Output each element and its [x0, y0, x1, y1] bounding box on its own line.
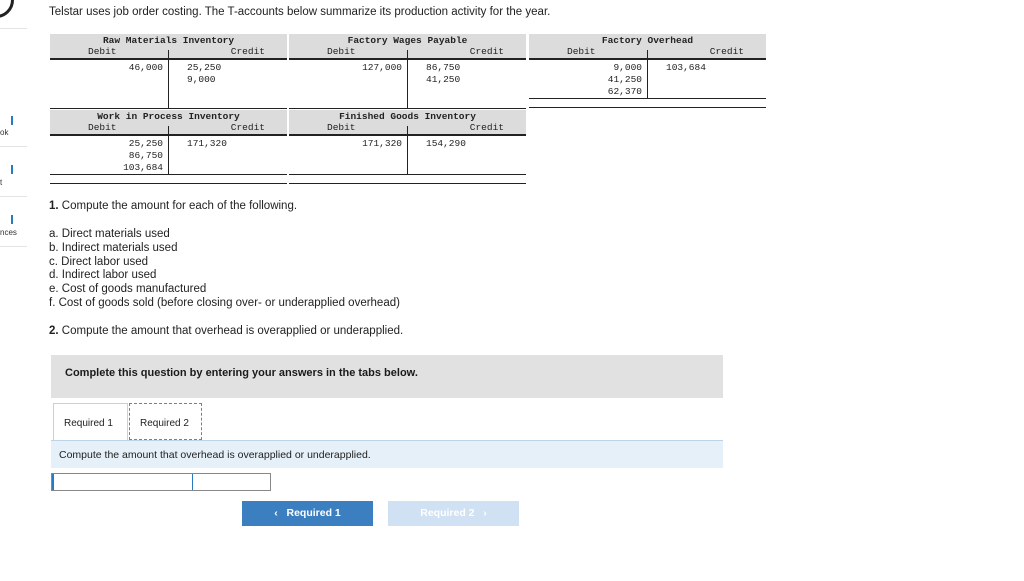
t-account-divider — [407, 126, 408, 174]
question-text: Compute the amount that overhead is overapplied or underapplied. — [61, 325, 404, 337]
marker-icon — [11, 116, 13, 125]
t-account-body — [50, 134, 287, 174]
prompt-text: Compute the amount that overhead is overapplied or underapplied. — [59, 449, 371, 461]
debit-value: 103,684 — [123, 162, 163, 173]
credit-value: 86,750 — [426, 62, 461, 73]
debit-value: 25,250 — [128, 138, 163, 149]
answer-prompt — [51, 441, 723, 468]
tab-required-2[interactable] — [129, 403, 202, 440]
circle-icon — [0, 0, 14, 18]
t-account-title: Work in Process Inventory — [97, 111, 240, 122]
marker-icon — [11, 215, 13, 224]
divider — [0, 146, 27, 147]
t-account-factory-overhead — [529, 34, 766, 98]
t-account-body — [50, 58, 287, 108]
t-account-divider — [168, 50, 169, 108]
debit-column — [123, 138, 163, 174]
debit-column — [362, 138, 402, 150]
t-account-body — [529, 58, 766, 98]
instructions-panel — [51, 355, 723, 398]
question-text: Compute the amount for each of the following. — [61, 200, 298, 212]
t-account-total-line — [50, 174, 287, 184]
sidebar-item-references[interactable]: nces — [0, 228, 17, 237]
next-button-label: Required 2 — [420, 507, 475, 519]
t-account-title: Raw Materials Inventory — [102, 35, 235, 46]
divider — [0, 196, 27, 197]
list-item: d. Indirect labor used — [49, 269, 157, 282]
question-number: 1. — [49, 200, 59, 212]
credit-label: Credit — [230, 122, 265, 133]
t-account-work-in-process — [50, 110, 287, 174]
debit-value: 127,000 — [362, 62, 402, 73]
debit-value: 41,250 — [607, 74, 642, 85]
list-item: a. Direct materials used — [49, 228, 170, 240]
t-account-finished-goods — [289, 110, 526, 174]
debit-column — [362, 62, 402, 74]
credit-label: Credit — [230, 46, 265, 57]
next-button[interactable] — [388, 501, 519, 526]
credit-value: 171,320 — [187, 138, 227, 149]
sidebar-item-print[interactable]: t — [0, 178, 3, 187]
t-account-body — [289, 58, 526, 108]
credit-value: 103,684 — [666, 62, 706, 73]
debit-label: Debit — [567, 46, 596, 57]
credit-column — [187, 62, 221, 86]
t-account-factory-wages — [289, 34, 526, 108]
t-account-total-line — [529, 98, 766, 108]
credit-value: 9,000 — [187, 74, 216, 85]
chevron-left-icon: ‹ — [274, 507, 278, 519]
tab-label: Required 1 — [64, 418, 113, 429]
debit-value: 86,750 — [128, 150, 163, 161]
credit-label: Credit — [469, 46, 504, 57]
question-1 — [49, 200, 297, 212]
t-account-raw-materials — [50, 34, 287, 108]
list-item: f. Cost of goods sold (before closing over- or underapplied overhead) — [49, 296, 400, 309]
t-account-title: Factory Overhead — [601, 35, 694, 46]
tab-label: Required 2 — [140, 418, 189, 429]
t-account-divider — [407, 50, 408, 108]
t-account-title: Finished Goods Inventory — [339, 111, 476, 122]
credit-value: 41,250 — [426, 74, 461, 85]
list-item: b. Indirect materials used — [49, 241, 178, 254]
divider — [0, 28, 27, 29]
divider — [0, 246, 27, 247]
t-account-divider — [647, 50, 648, 98]
sidebar-item-ebook[interactable]: ok — [0, 128, 9, 137]
credit-column — [666, 62, 706, 74]
previous-button-label: Required 1 — [286, 507, 341, 519]
debit-value: 171,320 — [362, 138, 402, 149]
debit-label: Debit — [327, 46, 356, 57]
answer-input[interactable] — [194, 474, 270, 490]
previous-button[interactable] — [242, 501, 373, 526]
credit-column — [426, 62, 460, 86]
credit-column — [426, 138, 466, 150]
debit-value: 62,370 — [607, 86, 642, 97]
credit-column — [187, 138, 227, 150]
answer-select[interactable] — [52, 474, 193, 490]
question-2 — [49, 325, 403, 337]
debit-column — [129, 62, 163, 74]
tab-required-1[interactable] — [53, 403, 128, 440]
left-sidebar — [0, 0, 27, 581]
list-item: e. Cost of goods manufactured — [49, 283, 207, 296]
debit-label: Debit — [327, 122, 356, 133]
marker-icon — [11, 165, 13, 174]
chevron-right-icon: › — [483, 507, 487, 519]
t-account-title: Factory Wages Payable — [347, 35, 468, 46]
question-items-list — [49, 228, 400, 311]
debit-label: Debit — [88, 122, 117, 133]
debit-value: 9,000 — [613, 62, 642, 73]
t-account-total-line — [289, 174, 526, 184]
credit-value: 25,250 — [187, 62, 222, 73]
t-account-divider — [168, 126, 169, 174]
instructions-text: Complete this question by entering your answers in the tabs below. — [65, 367, 418, 379]
question-number: 2. — [49, 325, 59, 337]
intro-text: Telstar uses job order costing. The T-accounts below summarize its production activity for the year. — [49, 6, 551, 18]
credit-label: Credit — [469, 122, 504, 133]
debit-value: 46,000 — [128, 62, 163, 73]
answer-row — [51, 473, 271, 491]
debit-label: Debit — [88, 46, 117, 57]
list-item: c. Direct labor used — [49, 255, 149, 268]
credit-label: Credit — [709, 46, 744, 57]
credit-value: 154,290 — [426, 138, 466, 149]
t-account-body — [289, 134, 526, 174]
debit-column — [608, 62, 642, 98]
